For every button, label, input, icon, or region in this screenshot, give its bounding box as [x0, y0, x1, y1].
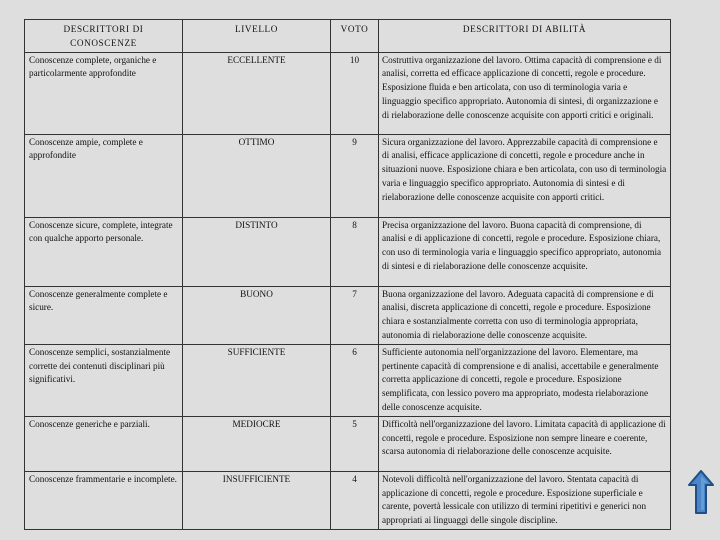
skills-cell: Difficoltà nell'organizzazione del lavoro. Limitata capacità di applicazione di concetti, regole e procedure. Esposizione non sempre lineare e coerente, scarsa autonomia di rielaborazione delle conoscenze acquisite.: [379, 416, 671, 471]
header-grade: VOTO: [331, 20, 379, 53]
grade-cell: 5: [331, 416, 379, 471]
level-cell: MEDIOCRE: [183, 416, 331, 471]
header-row: [25, 20, 671, 53]
grade-cell: 4: [331, 471, 379, 529]
header-skills: DESCRITTORI DI ABILITÀ: [379, 20, 671, 53]
up-arrow-icon: [688, 470, 714, 514]
header-knowledge: DESCRITTORI DI CONOSCENZE: [25, 20, 183, 53]
table-row: [25, 134, 671, 217]
grade-cell: 10: [331, 52, 379, 134]
header-level: LIVELLO: [183, 20, 331, 53]
skills-cell: Notevoli difficoltà nell'organizzazione del lavoro. Stentata capacità di applicazione di concetti, regole e procedure. Esposizione superficiale e carente, povertà lessicale con utilizzo di termini ripetitivi e generici non appropriati ai linguaggi delle singole discipline.: [379, 471, 671, 529]
knowledge-cell: Conoscenze sicure, complete, integrate con qualche apporto personale.: [25, 217, 183, 286]
level-cell: INSUFFICIENTE: [183, 471, 331, 529]
table-row: [25, 471, 671, 529]
table-row: [25, 217, 671, 286]
skills-cell: Buona organizzazione del lavoro. Adeguata capacità di comprensione e di analisi, discreta applicazione di concetti, regole e procedure. Esposizione chiara e sostanzialmente corretta con uso di terminologia appropriata, autonomia di rielaborazione delle conoscenze acquisite.: [379, 286, 671, 344]
grade-cell: 6: [331, 344, 379, 416]
knowledge-cell: Conoscenze complete, organiche e particolarmente approfondite: [25, 52, 183, 134]
skills-cell: Sufficiente autonomia nell'organizzazione del lavoro. Elementare, ma pertinente capacità di comprensione e di analisi, accettabile e generalmente corretta applicazione di concetti, regole e procedure. Esposizione semplificata, con lessico povero ma appropriato, modesta rielaborazione delle conoscenze acquisite.: [379, 344, 671, 416]
skills-cell: Precisa organizzazione del lavoro. Buona capacità di comprensione, di analisi e di applicazione di concetti, regole e procedure. Esposizione chiara, con uso di terminologia varia e linguaggio specifico appropriato, autonomia di sintesi e di rielaborazione delle conoscenze acquisite.: [379, 217, 671, 286]
level-cell: BUONO: [183, 286, 331, 344]
grade-cell: 8: [331, 217, 379, 286]
knowledge-cell: Conoscenze generalmente complete e sicure.: [25, 286, 183, 344]
table-row: [25, 52, 671, 134]
level-cell: SUFFICIENTE: [183, 344, 331, 416]
skills-cell: Costruttiva organizzazione del lavoro. Ottima capacità di comprensione e di analisi, corretta ed efficace applicazione di concetti, regole e procedure. Esposizione fluida e ben articolata, con uso di terminologia varia e linguaggio specifico appropriato. Autonomia di sintesi, di organizzazione e di rielaborazione delle conoscenze acquisite con apporti critici e originali.: [379, 52, 671, 134]
level-cell: DISTINTO: [183, 217, 331, 286]
up-arrow-button[interactable]: [688, 470, 714, 514]
knowledge-cell: Conoscenze generiche e parziali.: [25, 416, 183, 471]
grade-cell: 7: [331, 286, 379, 344]
table-row: [25, 416, 671, 471]
evaluation-table: [24, 19, 671, 530]
knowledge-cell: Conoscenze ampie, complete e approfondite: [25, 134, 183, 217]
skills-cell: Sicura organizzazione del lavoro. Apprezzabile capacità di comprensione e di analisi, efficace applicazione di concetti, regole e procedure anche in situazioni nuove. Esposizione chiara e ben articolata, con uso di terminologia varia e linguaggio specifico appropriato. Autonomia di sintesi e di rielaborazione delle conoscenze acquisite con apporti critici.: [379, 134, 671, 217]
level-cell: OTTIMO: [183, 134, 331, 217]
table-row: [25, 286, 671, 344]
level-cell: ECCELLENTE: [183, 52, 331, 134]
table-row: [25, 344, 671, 416]
grade-cell: 9: [331, 134, 379, 217]
knowledge-cell: Conoscenze semplici, sostanzialmente corrette dei contenuti disciplinari più significativi.: [25, 344, 183, 416]
knowledge-cell: Conoscenze frammentarie e incomplete.: [25, 471, 183, 529]
